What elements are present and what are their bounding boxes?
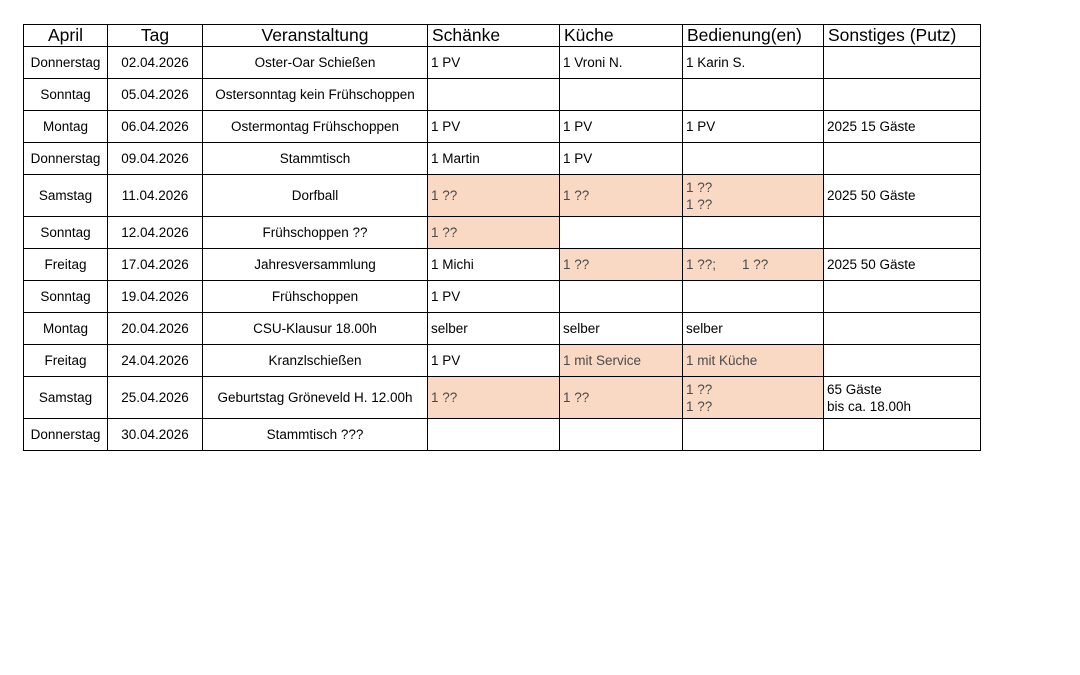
bedienung-cell [683, 143, 824, 175]
cell-entry: 2025 50 Gäste [827, 257, 916, 272]
table-row [24, 345, 981, 377]
sonstiges-cell [824, 419, 981, 451]
bedienung-cell [683, 249, 824, 281]
event-cell: Frühschoppen ?? [203, 217, 428, 249]
event-cell: Ostermontag Frühschoppen [203, 111, 428, 143]
event-cell: Stammtisch ??? [203, 419, 428, 451]
weekday-cell: Freitag [24, 345, 108, 377]
date-cell: 17.04.2026 [108, 249, 203, 281]
cell-entry: 1 mit Küche [686, 353, 758, 368]
event-cell: CSU-Klausur 18.00h [203, 313, 428, 345]
date-cell: 12.04.2026 [108, 217, 203, 249]
cell-entry: 1 PV [431, 353, 461, 368]
cell-entry: selber [431, 321, 468, 336]
cell-entry: 1 ?? [563, 257, 590, 272]
weekday-cell: Sonntag [24, 79, 108, 111]
bedienung-cell [683, 377, 824, 419]
date-cell: 30.04.2026 [108, 419, 203, 451]
table-row [24, 47, 981, 79]
cell-entry: 2025 50 Gäste [827, 188, 916, 203]
cell-entry: 1 mit Service [563, 353, 642, 368]
column-header-april: April [24, 25, 108, 47]
date-cell: 25.04.2026 [108, 377, 203, 419]
column-header-kueche: Küche [560, 25, 683, 47]
weekday-cell: Donnerstag [24, 419, 108, 451]
cell-entry: selber [563, 321, 600, 336]
date-cell: 06.04.2026 [108, 111, 203, 143]
schaenke-cell [428, 79, 560, 111]
cell-entry: 1 ?? [563, 390, 590, 405]
schaenke-cell [428, 47, 560, 79]
kueche-cell [560, 217, 683, 249]
event-cell: Frühschoppen [203, 281, 428, 313]
sonstiges-cell [824, 313, 981, 345]
table-header-row [24, 25, 981, 47]
event-cell: Kranzlschießen [203, 345, 428, 377]
schaenke-cell [428, 249, 560, 281]
cell-entry: 1 PV [431, 119, 461, 134]
event-cell: Ostersonntag kein Frühschoppen [203, 79, 428, 111]
schaenke-cell [428, 313, 560, 345]
weekday-cell: Sonntag [24, 281, 108, 313]
table-row [24, 281, 981, 313]
bedienung-cell [683, 345, 824, 377]
sonstiges-cell [824, 47, 981, 79]
cell-entry: 1 PV [431, 289, 461, 304]
sonstiges-cell [824, 377, 981, 419]
table-row [24, 143, 981, 175]
event-cell: Dorfball [203, 175, 428, 217]
weekday-cell: Freitag [24, 249, 108, 281]
cell-entry: 1 ?? [686, 196, 713, 212]
cell-entry: 1 ?? [431, 225, 458, 240]
bedienung-cell [683, 313, 824, 345]
cell-entry: 1 Martin [431, 151, 480, 166]
sonstiges-cell [824, 249, 981, 281]
cell-entry: 1 ?? [431, 390, 458, 405]
cell-entry: 1 ?? [563, 188, 590, 203]
bedienung-cell [683, 111, 824, 143]
page-header [480, 0, 600, 3]
table-row [24, 79, 981, 111]
cell-entry: 65 Gäste [827, 381, 882, 397]
bedienung-cell [683, 79, 824, 111]
weekday-cell: Samstag [24, 377, 108, 419]
table-row [24, 249, 981, 281]
table-row [24, 111, 981, 143]
cell-entry: 1 PV [563, 151, 593, 166]
sonstiges-cell [824, 79, 981, 111]
date-cell: 11.04.2026 [108, 175, 203, 217]
schaenke-cell [428, 345, 560, 377]
schaenke-cell [428, 377, 560, 419]
kueche-cell [560, 79, 683, 111]
bedienung-cell [683, 217, 824, 249]
table-body [24, 47, 981, 451]
column-header-veranstaltung: Veranstaltung [203, 25, 428, 47]
cell-entry: 1 PV [686, 119, 716, 134]
cell-entry: 1 Vroni N. [563, 55, 623, 70]
weekday-cell: Donnerstag [24, 47, 108, 79]
cell-entry: 1 ??; [686, 257, 717, 272]
kueche-cell [560, 111, 683, 143]
column-header-sonstiges: Sonstiges (Putz) [824, 25, 981, 47]
date-cell: 05.04.2026 [108, 79, 203, 111]
schaenke-cell [428, 281, 560, 313]
date-cell: 20.04.2026 [108, 313, 203, 345]
weekday-cell: Samstag [24, 175, 108, 217]
kueche-cell [560, 143, 683, 175]
sonstiges-cell [824, 281, 981, 313]
column-header-bedienung: Bedienung(en) [683, 25, 824, 47]
cell-entry: 1 ?? [686, 398, 713, 414]
cell-entry: 1 PV [431, 55, 461, 70]
sonstiges-cell [824, 217, 981, 249]
event-cell: Geburtstag Gröneveld H. 12.00h [203, 377, 428, 419]
schaenke-cell [428, 175, 560, 217]
table-row [24, 313, 981, 345]
date-cell: 09.04.2026 [108, 143, 203, 175]
cell-entry: selber [686, 321, 723, 336]
kueche-cell [560, 175, 683, 217]
cell-entry: 1 Karin S. [686, 55, 746, 70]
bedienung-cell [683, 175, 824, 217]
cell-entry: 1 Michi [431, 257, 474, 272]
event-staff-table [23, 24, 981, 451]
sonstiges-cell [824, 111, 981, 143]
date-cell: 02.04.2026 [108, 47, 203, 79]
event-cell: Stammtisch [203, 143, 428, 175]
date-cell: 24.04.2026 [108, 345, 203, 377]
weekday-cell: Montag [24, 313, 108, 345]
weekday-cell: Donnerstag [24, 143, 108, 175]
cell-entry: bis ca. 18.00h [827, 398, 912, 414]
weekday-cell: Sonntag [24, 217, 108, 249]
bedienung-cell [683, 419, 824, 451]
cell-entry: 1 ?? [742, 257, 769, 272]
weekday-cell: Montag [24, 111, 108, 143]
sonstiges-cell [824, 175, 981, 217]
bedienung-cell [683, 47, 824, 79]
cell-entry: 1 ?? [431, 188, 458, 203]
kueche-cell [560, 345, 683, 377]
kueche-cell [560, 313, 683, 345]
sonstiges-cell [824, 345, 981, 377]
cell-entry: 2025 15 Gäste [827, 119, 916, 134]
cell-entry: 1 ?? [686, 179, 713, 195]
schaenke-cell [428, 143, 560, 175]
table-row [24, 217, 981, 249]
schaenke-cell [428, 419, 560, 451]
event-cell: Jahresversammlung [203, 249, 428, 281]
date-cell: 19.04.2026 [108, 281, 203, 313]
table-row [24, 419, 981, 451]
cell-entry: 1 ?? [686, 381, 713, 397]
column-header-tag: Tag [108, 25, 203, 47]
event-cell: Oster-Oar Schießen [203, 47, 428, 79]
kueche-cell [560, 281, 683, 313]
kueche-cell [560, 249, 683, 281]
schaenke-cell [428, 111, 560, 143]
column-header-schaenke: Schänke [428, 25, 560, 47]
bedienung-cell [683, 281, 824, 313]
schaenke-cell [428, 217, 560, 249]
sonstiges-cell [824, 143, 981, 175]
kueche-cell [560, 377, 683, 419]
kueche-cell [560, 419, 683, 451]
cell-entry: 1 PV [563, 119, 593, 134]
kueche-cell [560, 47, 683, 79]
table-row [24, 377, 981, 419]
table-row [24, 175, 981, 217]
